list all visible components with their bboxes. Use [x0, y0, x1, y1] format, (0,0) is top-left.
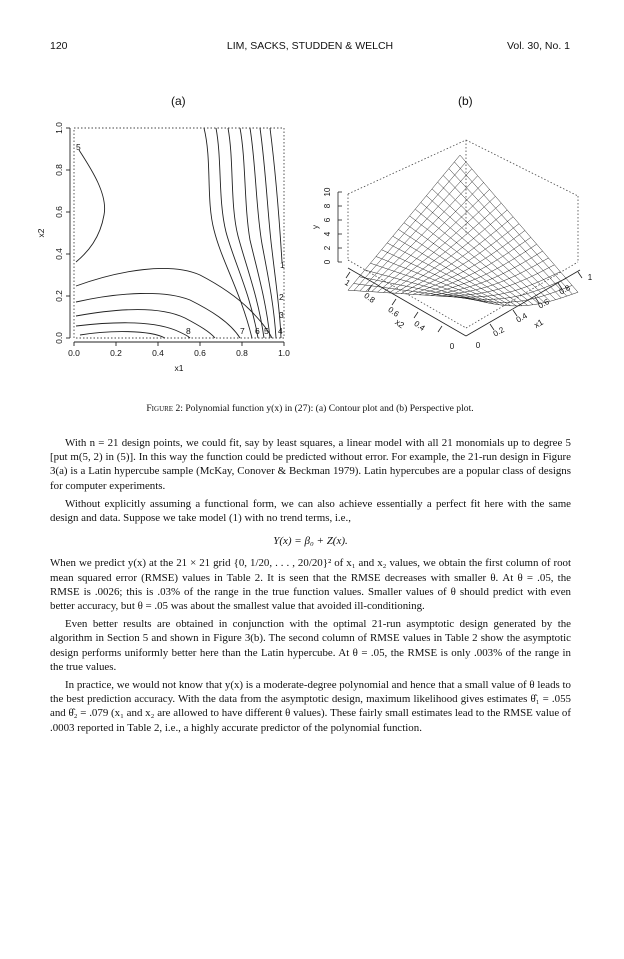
z-tick-label: 8	[323, 203, 332, 209]
running-header	[50, 40, 570, 54]
paragraph: With n = 21 design points, we could fit, say by least squares, a linear model with all 21 monomials up to degree 5 [put m(5, 2) in (5)]. In this way the function could be predicted without error. For example, the 21-run design in Figure 3(a) is a Latin hypercube sample (McKay, Conover & Beckman 1979). Latin hypercubes are a popular class of designs for computer experiments.	[50, 437, 571, 492]
panel-a-label: (a)	[171, 94, 186, 108]
figure-2	[0, 100, 624, 390]
paragraph: In practice, we would not know that y(x) is a moderate-degree polynomial and hence that a small value of θ leads to the best prediction accuracy. With the data from the asymptotic design, maximum likelihood gives estimates θ̂₁ = .055 and θ̂₂ = .079 (x₁ and x₂ are allowed to have different θ values). These fairly small estimates lead to the RMSE value of .0003 reported in Table 2, i.e., a highly accurate predictor of the polynomial function.	[50, 679, 571, 734]
x2-tick-label: 0	[449, 342, 455, 351]
perspective-plot	[311, 140, 593, 351]
contour-label: 4	[278, 326, 283, 336]
x-tick-labels	[68, 348, 290, 358]
figure-caption	[50, 403, 570, 414]
contour-label: 5	[76, 142, 81, 152]
z-axis	[338, 192, 342, 262]
x-axis-ticks	[74, 342, 284, 346]
z-tick-labels	[311, 187, 332, 264]
surface-grid-line	[407, 224, 519, 294]
x1-tick-label: 0.4	[514, 311, 529, 325]
x-tick-label: 0.0	[68, 348, 80, 358]
body-text	[50, 436, 571, 735]
x1-tick-label: 0.8	[557, 283, 572, 297]
surface-grid-line	[378, 189, 490, 292]
contour-lines	[76, 128, 282, 338]
y-tick-label: 0.8	[54, 164, 64, 176]
z-axis-label: y	[311, 225, 320, 229]
contour-label: 6	[255, 326, 260, 336]
z-tick-label: 2	[323, 245, 332, 251]
x2-tick-labels	[343, 278, 455, 351]
running-title: LIM, SACKS, STUDDEN & WELCH	[226, 40, 394, 52]
x1-tick-label: 1	[587, 273, 593, 282]
y-tick-label: 0.4	[54, 248, 64, 260]
z-tick-label: 6	[323, 217, 332, 223]
x-tick-label: 0.2	[110, 348, 122, 358]
contour-labels	[76, 142, 285, 336]
paragraph: Without explicitly assuming a functional form, we can also achieve essentially a perfect fit here with the same design and data. Suppose we take model (1) with no trend terms, i.e.,	[50, 497, 571, 525]
surface-grid-line	[366, 176, 478, 292]
equation: Y(x) = β₀ + Z(x).	[273, 535, 348, 548]
contour-plot-frame	[74, 128, 284, 338]
y-tick-label: 0.6	[54, 206, 64, 218]
x2-tick-label: 0.6	[386, 305, 401, 319]
contour-label: 7	[240, 326, 245, 336]
x-tick-label: 0.8	[236, 348, 248, 358]
surface-grid-line	[372, 183, 484, 292]
paragraph: Even better results are obtained in conjunction with the optimal 21-run asymptotic design generated by the algorithm in Section 5 and shown in Figure 3(b). The second column of RMSE values in Table 2 show the asymptotic design performs uniformly better here than the Latin hypercube. At θ = .05, the RMSE is only .003% of the range in the true values.	[50, 618, 571, 673]
x2-tick-label: 0.4	[412, 319, 427, 333]
z-tick-label: 4	[323, 231, 332, 237]
contour-label: 5	[264, 326, 269, 336]
panel-b-label: (b)	[458, 94, 473, 108]
contour-label: 3	[279, 310, 284, 320]
y-axis-ticks	[66, 128, 70, 338]
y-tick-labels	[54, 122, 64, 344]
x-tick-label: 0.6	[194, 348, 206, 358]
surface-grid-line	[395, 210, 507, 293]
surface-grid-line	[419, 237, 531, 294]
surface-wireframe	[348, 155, 578, 306]
x1-tick-label: 0.6	[536, 297, 551, 311]
x1-tick-label: 0	[475, 341, 481, 350]
caption-prefix: Figure 2:	[146, 403, 183, 414]
volume-label: Vol. 30, No. 1	[506, 40, 570, 52]
x1-axis-label: x1	[532, 316, 545, 330]
x-axis-label: x1	[174, 363, 184, 373]
x-tick-label: 1.0	[278, 348, 290, 358]
surface-grid-line	[354, 162, 466, 291]
caption-text: Polynomial function y(x) in (27): (a) Contour plot and (b) Perspective plot.	[185, 403, 474, 414]
y-tick-label: 0.2	[54, 290, 64, 302]
x2-tick-label: 0.8	[362, 291, 377, 305]
x1-tick-label: 0.2	[491, 325, 506, 339]
z-tick-label: 10	[323, 187, 332, 197]
y-tick-label: 0.0	[54, 332, 64, 344]
y-axis-label: x2	[36, 228, 46, 238]
contour-label: 1	[280, 260, 285, 270]
contour-label: 8	[186, 326, 191, 336]
page-number: 120	[50, 40, 68, 52]
x2-axis-label: x2	[393, 316, 407, 331]
surface-grid-line	[454, 279, 566, 300]
surface-grid-line	[401, 217, 513, 294]
x-tick-label: 0.4	[152, 348, 164, 358]
y-tick-label: 1.0	[54, 122, 64, 134]
x2-tick-label: 1	[343, 277, 352, 288]
paragraph: When we predict y(x) at the 21 × 21 grid {0, 1/20, . . . , 20/20}² of x₁ and x₂ values, we obtain the first column of root mean squared error (RMSE) values in Table 2. It is seen that the RMSE decreases with smaller θ. At θ = .05, the RMSE is .0026; this is .03% of the range in the true function values. Smaller values of θ should predict with even better accuracy, but θ = .05 was about the smallest value that avoided ill-conditioning.	[50, 557, 571, 613]
contour-label: 2	[279, 292, 284, 302]
contour-plot	[36, 122, 290, 373]
surface-grid-line	[442, 265, 554, 297]
z-tick-label: 0	[323, 259, 332, 265]
